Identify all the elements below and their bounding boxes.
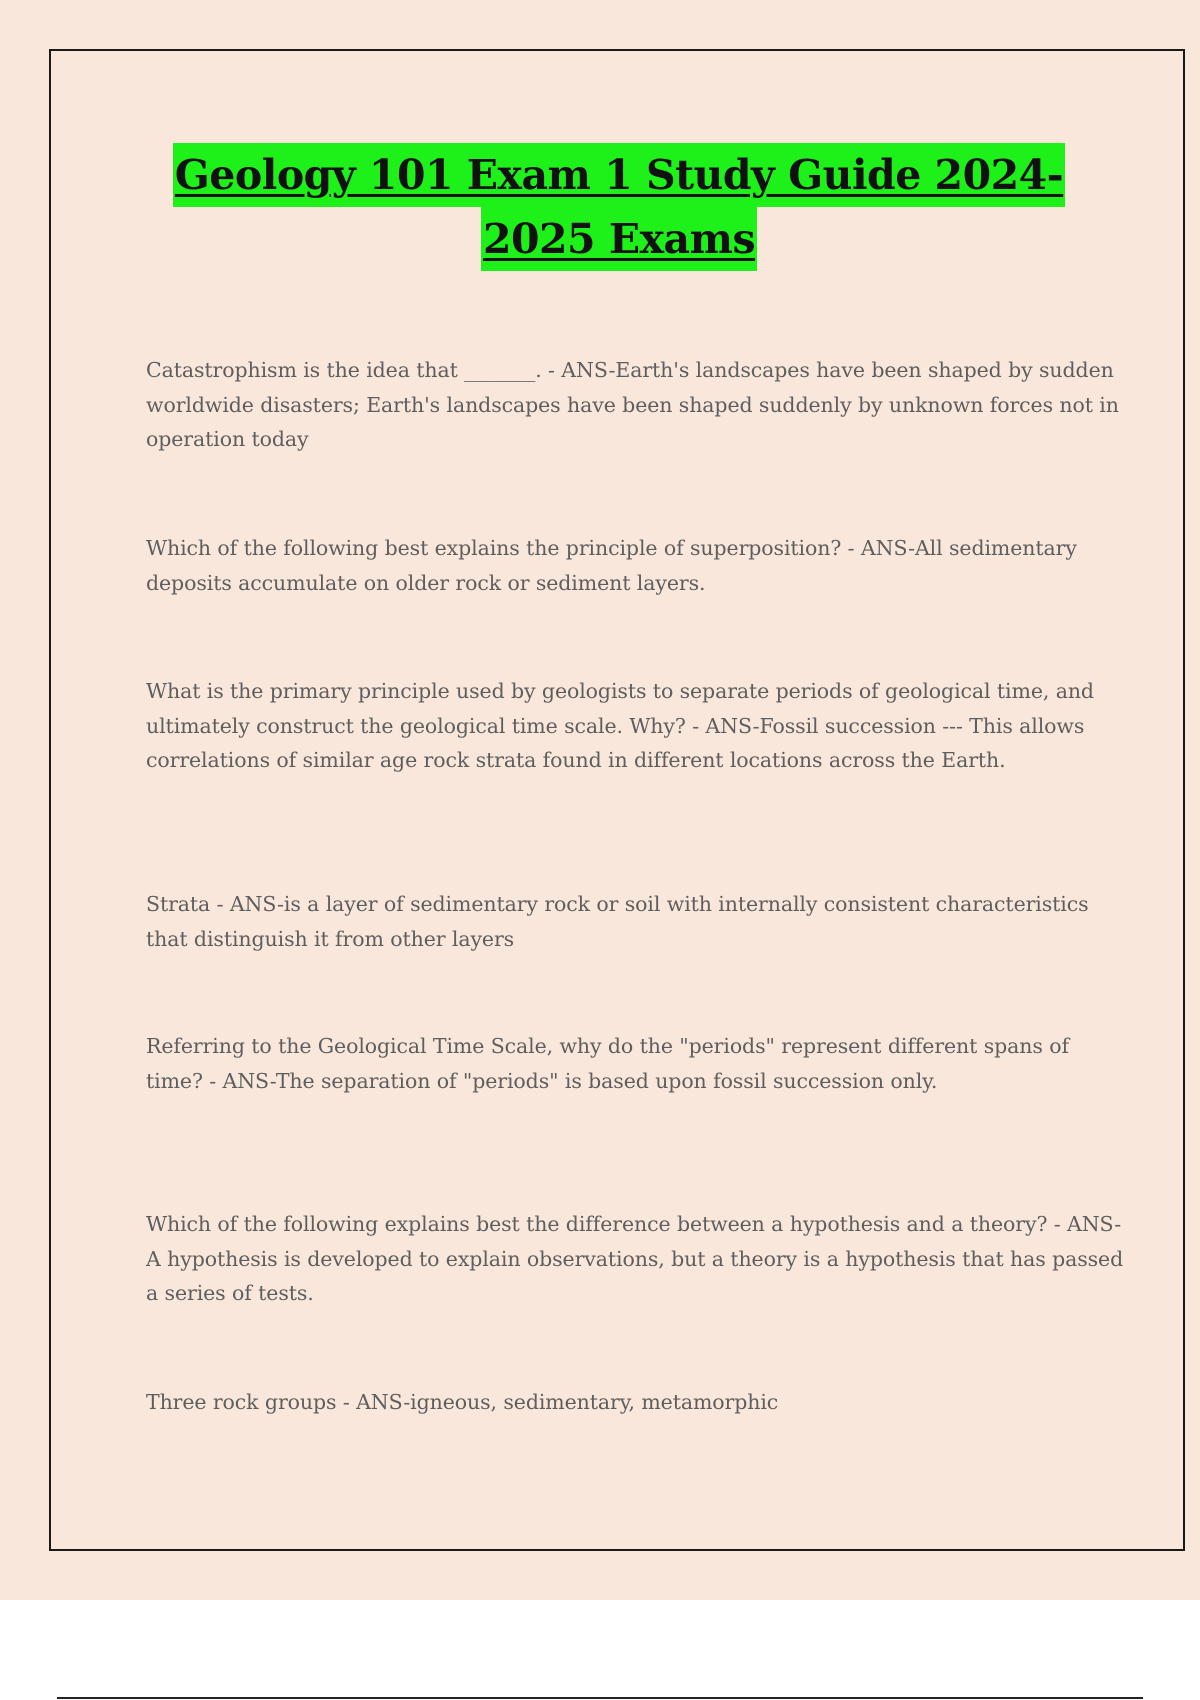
page-title — [51, 143, 1187, 271]
qa-item-rock-groups: Three rock groups - ANS-igneous, sedimentary, metamorphic — [146, 1390, 779, 1414]
qa-item-hypothesis-theory: Which of the following explains best the difference between a hypothesis and a theory? - ANS-A hypothesis is developed to explain observations, but a theory is a hypothesis that has passed a series of tests. — [146, 1212, 1124, 1305]
qa-item-catastrophism: Catastrophism is the idea that _______. - ANS-Earth's landscapes have been shaped by sudden worldwide disasters; Earth's landscapes have been shaped suddenly by unknown forces not in operation today — [146, 358, 1119, 451]
qa-item-fossil-succession: What is the primary principle used by geologists to separate periods of geological time, and ultimately construct the geological time scale. Why? - ANS-Fossil succession --- This allows correlations of similar age rock strata found in different locations across the Earth. — [146, 679, 1094, 772]
title-line-1: Geology 101 Exam 1 Study Guide 2024- — [173, 143, 1065, 207]
title-line-2: 2025 Exams — [481, 207, 757, 271]
qa-item-strata: Strata - ANS-is a layer of sedimentary rock or soil with internally consistent characteristics that distinguish it from other layers — [146, 892, 1089, 951]
document-frame — [49, 49, 1185, 1551]
footer-divider — [57, 1697, 1143, 1699]
qa-item-superposition: Which of the following best explains the principle of superposition? - ANS-All sedimentary deposits accumulate on older rock or sediment layers. — [146, 536, 1077, 595]
qa-item-periods: Referring to the Geological Time Scale, why do the "periods" represent different spans of time? - ANS-The separation of "periods" is based upon fossil succession only. — [146, 1034, 1069, 1093]
